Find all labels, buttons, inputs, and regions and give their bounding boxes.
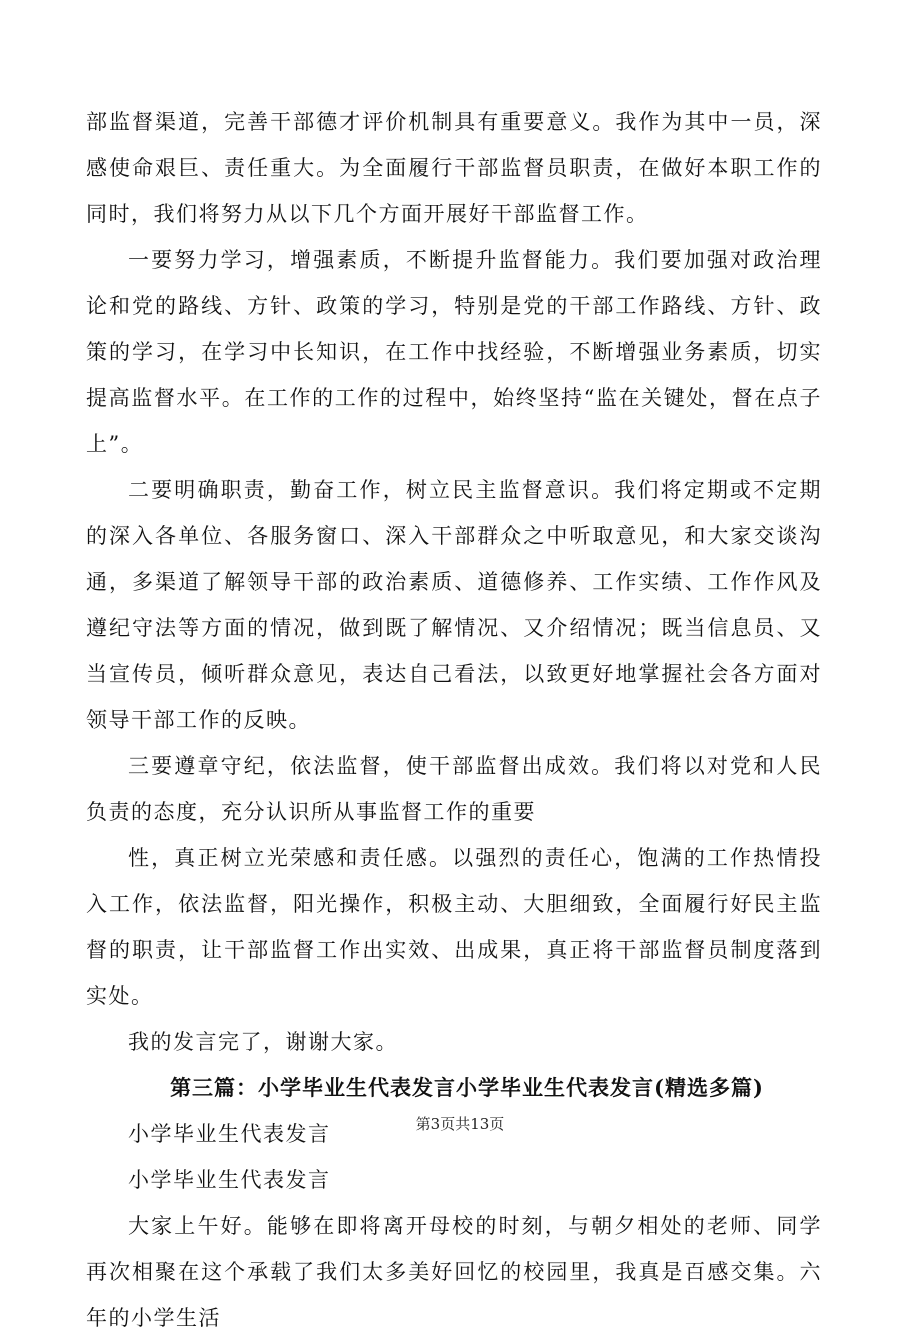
paragraph-duties: 二要明确职责，勤奋工作，树立民主监督意识。我们将定期或不定期的深入各单位、各服务窗口、深入干部群众之中听取意见，和大家交谈沟通，多渠道了解领导干部的政治素质、道德修养、工作实绩、工作作风及遵纪守法等方面的情况，做到既了解情况、又介绍情况；既当信息员、又当宣传员，倾听群众意见，表达自己看法，以致更好地掌握社会各方面对领导干部工作的反映。 [86,478,822,732]
section-subtitle: 小学毕业生代表发言 [128,1122,331,1146]
page-number-footer: 第3页共13页 [415,1115,505,1133]
section-heading: 第三篇：小学毕业生代表发言小学毕业生代表发言(精选多篇) [170,1075,764,1100]
paragraph-discipline: 三要遵章守纪，依法监督，使干部监督出成效。我们将以对党和人民负责的态度，充分认识所从事监督工作的重要 [86,754,822,824]
section-paragraph: 大家上午好。能够在即将离开母校的时刻，与朝夕相处的老师、同学再次相聚在这个承载了我们太多美好回忆的校园里，我真是百感交集。六年的小学生活 [86,1214,822,1330]
paragraph-study: 一要努力学习，增强素质，不断提升监督能力。我们要加强对政治理论和党的路线、方针、政策的学习，特别是党的干部工作路线、方针、政策的学习，在学习中长知识，在工作中找经验，不断增强业务素质，切实提高监督水平。在工作的工作的过程中，始终坚持“监在关键处，督在点子上”。 [86,248,822,456]
paragraph-closing: 我的发言完了，谢谢大家。 [128,1030,398,1054]
section-subtitle-repeat: 小学毕业生代表发言 [128,1168,331,1192]
document-body [86,99,822,1341]
paragraph-discipline-cont: 性，真正树立光荣感和责任感。以强烈的责任心，饱满的工作热情投入工作，依法监督，阳光操作，积极主动、大胆细致，全面履行好民主监督的职责，让干部监督工作出实效、出成果，真正将干部监督员制度落到实处。 [86,846,822,1008]
paragraph-continuation: 部监督渠道，完善干部德才评价机制具有重要意义。我作为其中一员，深感使命艰巨、责任重大。为全面履行干部监督员职责，在做好本职工作的同时，我们将努力从以下几个方面开展好干部监督工作。 [86,110,822,226]
